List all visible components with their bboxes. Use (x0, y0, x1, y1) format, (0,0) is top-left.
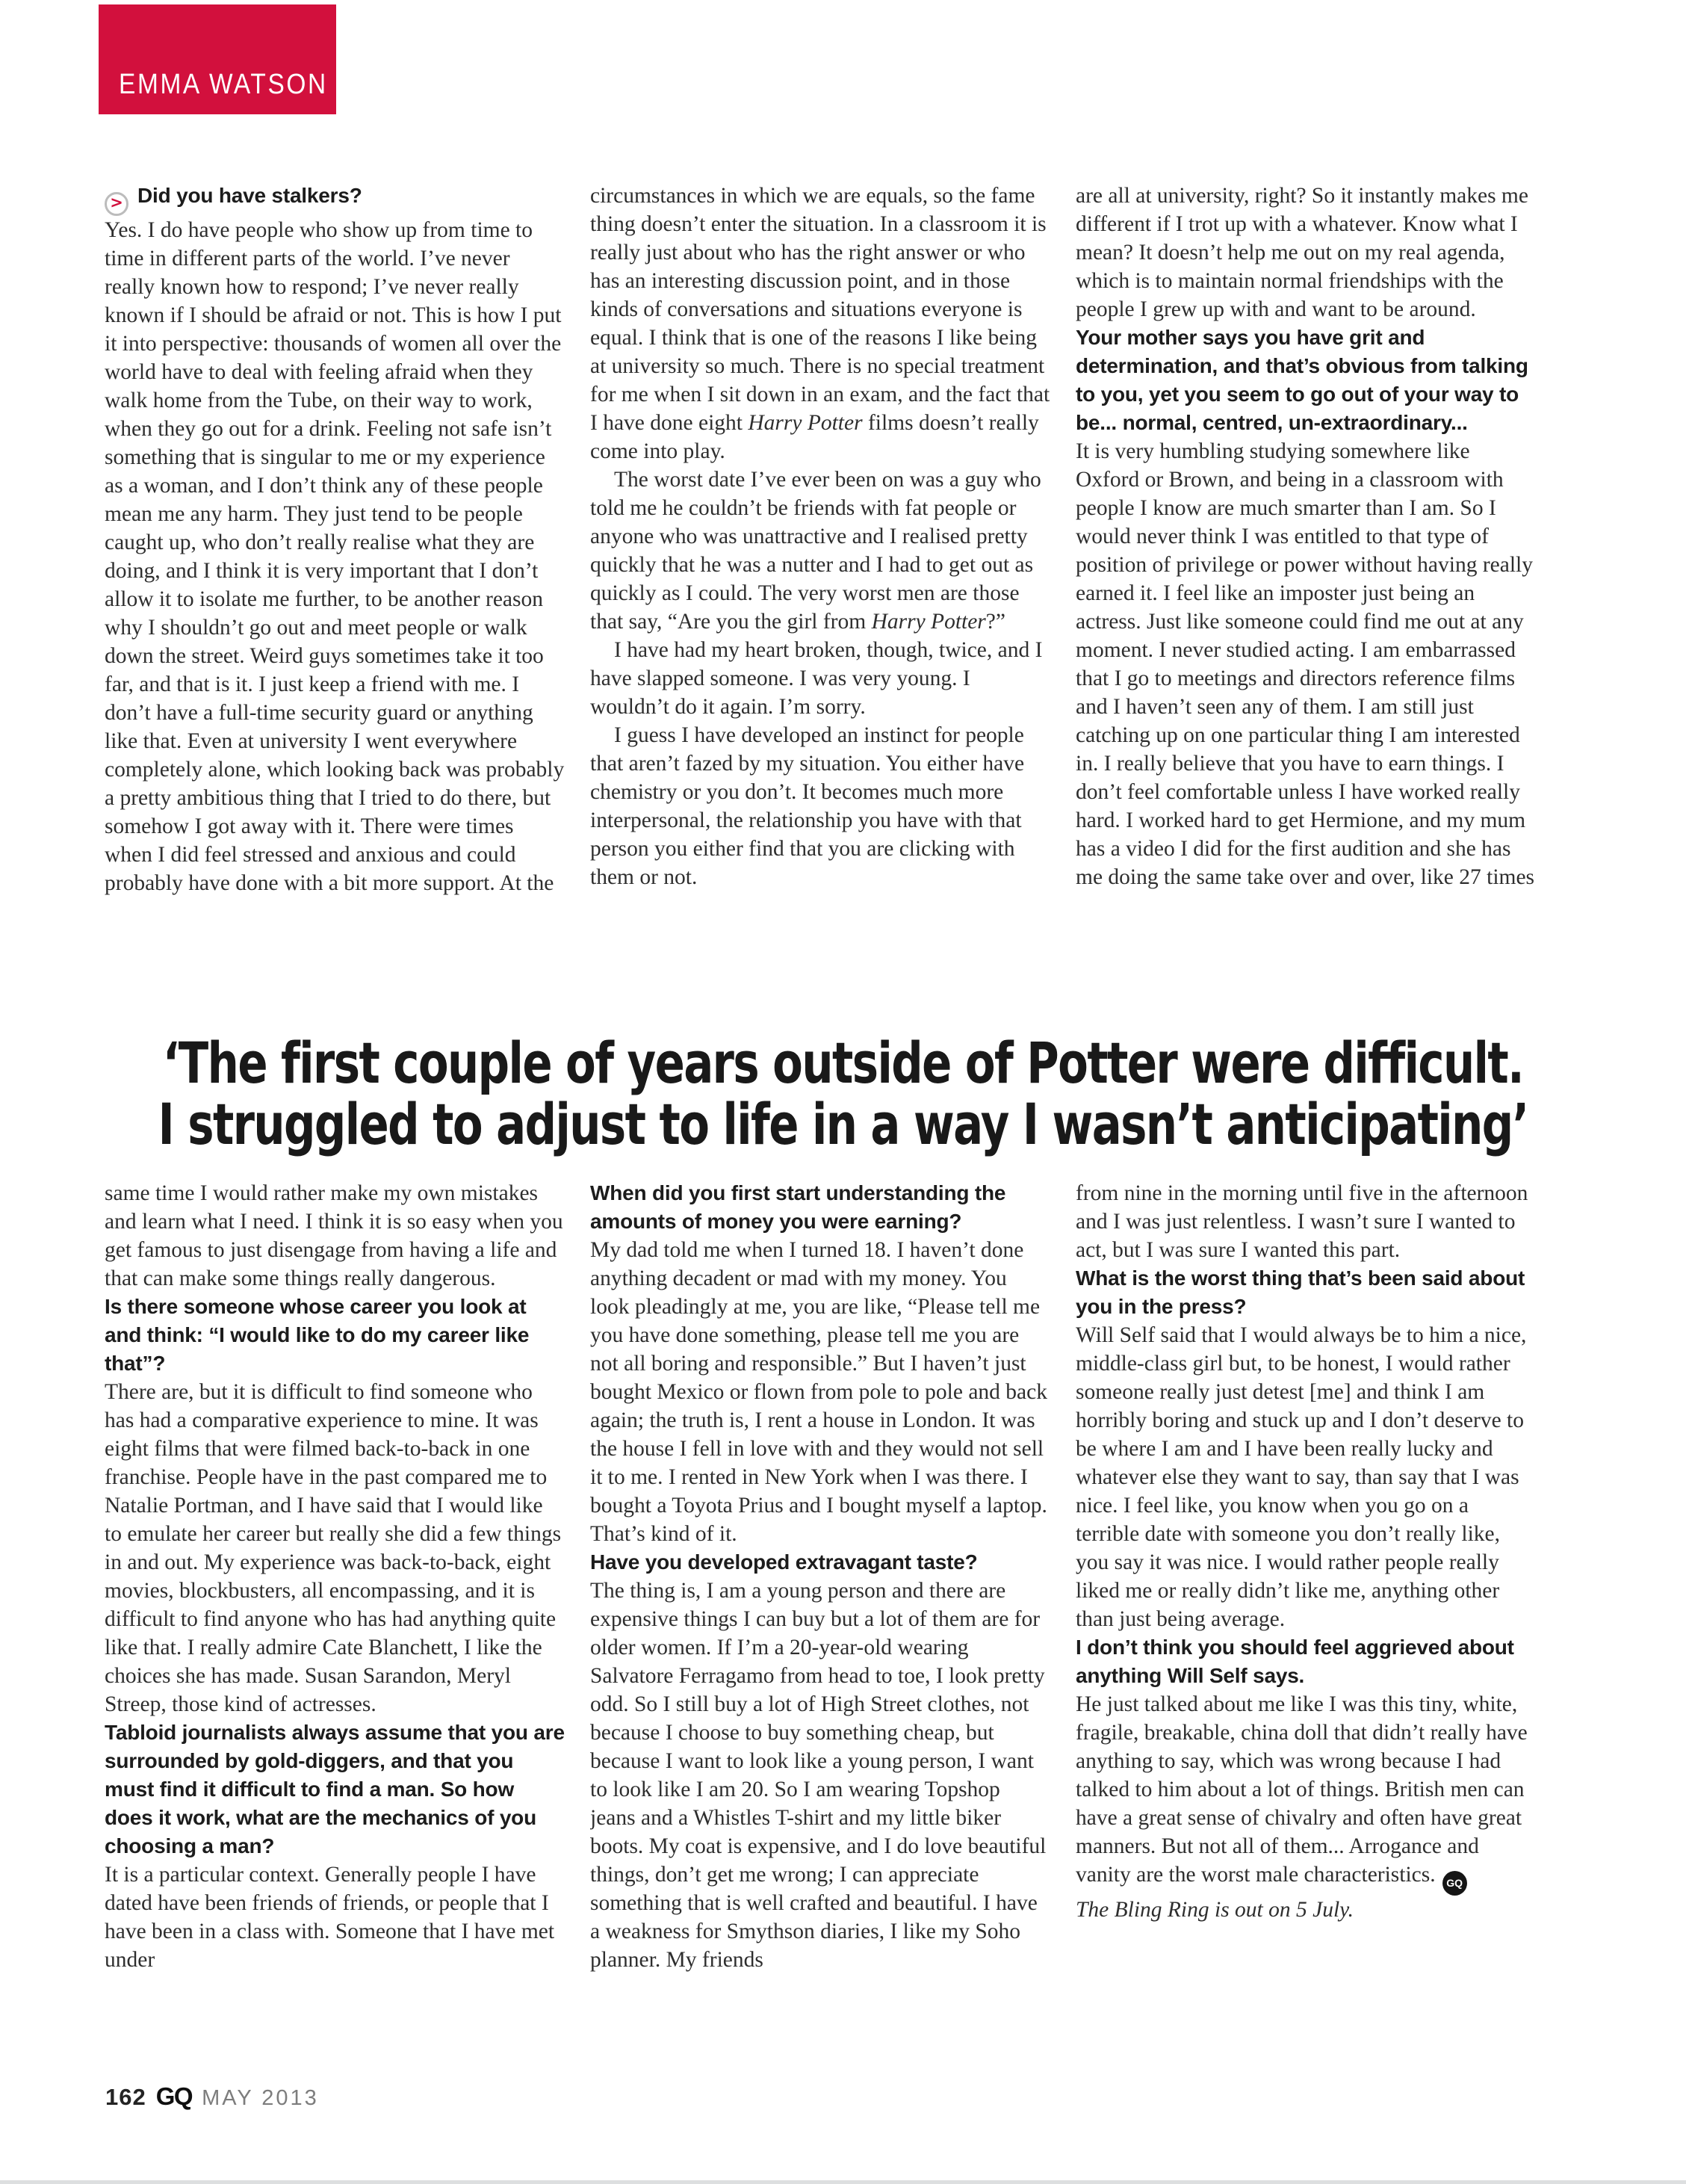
column-1-bottom (105, 1179, 565, 2094)
answer-paragraph: It is very humbling studying somewhere like Oxford or Brown, and being in a classroom with people I know are much smarter than I am. So I would never think I was entitled to that type of position of privilege or power without having really earned it. I feel like an imposter just being an actress. Just like someone could find me out at any moment. I never studied acting. I am embarrassed that I go to meetings and directors reference films and I haven’t seen any of them. I am still just catching up on one particular thing I am interested in. I really believe that you have to earn things. I don’t feel comfortable unless I have worked really hard. I worked hard to get Hermione, and my mum has a video I did for the first audition and she has me doing the same take over and over, like 27 times (1076, 439, 1535, 889)
question-arrow-icon (105, 192, 128, 216)
interview-question: Is there someone whose career you look at and think: “I would like to do my career like that”? (105, 1295, 530, 1375)
answer-paragraph: It is a particular context. Generally people I have dated have been friends of friends, or people that I have been in a class with. Someone that I have met under (105, 1863, 555, 1972)
answer-paragraph: same time I would rather make my own mistakes and learn what I need. I think it is so easy when you get famous to just disengage from having a life and that can make some things really dangerous. (105, 1181, 563, 1290)
answer-text: He just talked about me like I was this tiny, white, fragile, breakable, china doll that didn’t really have anything to say, which was wrong because I had talked to him about a lot of things. British men can have a great sense of chivalry and often have great manners. But not all of them... Arrogance and vanity are the worst male characteristics. (1076, 1692, 1528, 1887)
interview-question: I don’t think you should feel aggrieved about anything Will Self says. (1076, 1636, 1514, 1687)
page-footer (105, 2082, 319, 2111)
section-tag-label: EMMA WATSON (119, 69, 328, 100)
column-3-bottom (1076, 1179, 1536, 2094)
gq-logo: GQ (155, 2082, 193, 2110)
column-1-top (105, 182, 565, 1009)
answer-paragraph: The worst date I’ve ever been on was a guy who told me he couldn’t be friends with fat people or anyone who was unattractive and I realised pretty quickly that he was a nutter and I had to get out as quickly as I could. The very worst men are those that say, “Are you the girl from Harry Potter?” (590, 468, 1041, 634)
answer-paragraph (1076, 1690, 1536, 1896)
question-text: Did you have stalkers? (137, 184, 362, 207)
gq-endmark-icon (1442, 1871, 1467, 1896)
interview-question: Have you developed extravagant taste? (590, 1550, 978, 1574)
arrow-glyph: > (110, 194, 123, 211)
page-number: 162 (105, 2084, 146, 2110)
interview-question: What is the worst thing that’s been said about you in the press? (1076, 1266, 1525, 1318)
column-2-bottom (590, 1179, 1050, 2094)
pull-quote (0, 1030, 1686, 1157)
answer-paragraph: I guess I have developed an instinct for people that aren’t fazed by my situation. You either have chemistry or you don’t. It becomes much more interpersonal, the relationship you have with that person you either find that you are clicking with them or not. (590, 723, 1025, 889)
answer-paragraph: from nine in the morning until five in the afternoon and I was just relentless. I wasn’t sure I wanted to act, but I was sure I wanted this part. (1076, 1181, 1528, 1262)
answer-paragraph: Will Self said that I would always be to him a nice, middle-class girl but, to be honest, I would rather someone really just detest [me] and think I am horribly boring and stuck up and I don’t deserve to be where I am and I have been really lucky and whatever else they want to say, than say that I was nice. I feel like, you know when you go on a terrible date with someone you don’t really like, you say it was nice. I would rather people really liked me or really didn’t like me, anything other than just being average. (1076, 1323, 1527, 1631)
answer-paragraph: are all at university, right? So it instantly makes me different if I trot up with a whatever. Know what I mean? It doesn’t help me out on my real agenda, which is to maintain normal friendships with the people I grew up with and want to be around. (1076, 184, 1528, 321)
answer-paragraph: I have had my heart broken, though, twice, and I have slapped someone. I was very young. I wouldn’t do it again. I’m sorry. (590, 638, 1043, 719)
interview-question: Your mother says you have grit and determination, and that’s obvious from talking to you, yet you seem to go out of your way to be... normal, centred, un-extraordinary... (1076, 326, 1528, 434)
interview-question: When did you first start understanding the amounts of money you were earning? (590, 1181, 1006, 1233)
answer-paragraph: circumstances in which we are equals, so the fame thing doesn’t enter the situation. In a classroom it is really just about who has the right answer or who has an interesting discussion point, and in those kinds of conversations and situations everyone is equal. I think that is one of the reasons I like being at university so much. There is no special treatment for me when I sit down in an exam, and the fact that I have done eight Harry Potter films doesn’t really come into play. (590, 184, 1050, 463)
issue-date: MAY 2013 (202, 2086, 319, 2110)
gq-endmark-label: GQ (1446, 1877, 1463, 1889)
upper-columns (105, 182, 1536, 1009)
pull-quote-line-2: I struggled to adjust to life in a way I wasn’t anticipating’ (158, 1091, 1528, 1157)
column-3-top (1076, 182, 1536, 1009)
answer-paragraph: There are, but it is difficult to find someone who has had a comparative experience to mine. It was eight films that were filmed back-to-back in one franchise. People have in the past compared me to Natalie Portman, and I have said that I would like to emulate her career but really she did a few things in and out. My experience was back-to-back, eight movies, blockbusters, all encompassing, and it is difficult to find anyone who has had anything quite like that. I really admire Cate Blanchett, I like the choices she has made. Susan Sarandon, Meryl Streep, those kind of actresses. (105, 1380, 562, 1716)
lower-columns (105, 1179, 1536, 2094)
pull-quote-line-1: ‘The first couple of years outside of Potter were difficult. (162, 1030, 1524, 1096)
section-tag (99, 4, 336, 114)
interview-question: Tabloid journalists always assume that you are surrounded by gold-diggers, and that you must find it difficult to find a man. So how does it work, what are the mechanics of you choosing a man? (105, 1721, 565, 1857)
answer-paragraph: The thing is, I am a young person and there are expensive things I can buy but a lot of them are for older women. If I’m a 20-year-old wearing Salvatore Ferragamo from head to toe, I look pretty odd. So I still buy a lot of High Street clothes, not because I choose to buy something cheap, but because I want to look like a young person, I want to look like I am 20. So I am wearing Topshop jeans and a Whistles T-shirt and my little biker boots. My coat is expensive, and I do love beautiful things, don’t get me wrong; I can appreciate something that is well crafted and beautiful. I have a weakness for Smythson diaries, I like my Soho planner. My friends (590, 1579, 1047, 1972)
sign-off-line: The Bling Ring is out on 5 July. (1076, 1897, 1354, 1922)
page-bottom-edge (0, 2180, 1686, 2184)
answer-paragraph: My dad told me when I turned 18. I haven’t done anything decadent or mad with my money. You look pleadingly at me, you are like, “Please tell me you have done something, please tell me you are not all boring and responsible.” But I haven’t just bought Mexico or flown from pole to pole and back again; the truth is, I rent a house in London. It was the house I fell in love with and they would not sell it to me. I rented in New York when I was there. I bought a Toyota Prius and I bought myself a laptop. That’s kind of it. (590, 1238, 1047, 1546)
answer-paragraph: Yes. I do have people who show up from time to time in different parts of the world. I’ve never really known how to respond; I’ve never really known if I should be afraid or not. This is how I put it into perspective: thousands of women all over the world have to deal with feeling afraid when they walk home from the Tube, on their way to work, when they go out for a drink. Feeling not safe isn’t something that is singular to me or my experience as a woman, and I don’t think any of these people mean me any harm. They just tend to be people caught up, who don’t really realise what they are doing, and I think it is very important that I don’t allow it to isolate me further, to be another reason why I shouldn’t go out and meet people or walk down the street. Weird guys sometimes take it too far, and that is it. I just keep a friend with me. I don’t have a full-time security guard or anything like that. Even at university I went everywhere completely alone, which looking back was probably a pretty ambitious thing that I tried to do there, but somehow I got away with it. There were times when I did feel stressed and anxious and could probably have done with a bit more support. At the (105, 217, 565, 895)
interview-question (105, 182, 565, 216)
column-2-top (590, 182, 1050, 1009)
